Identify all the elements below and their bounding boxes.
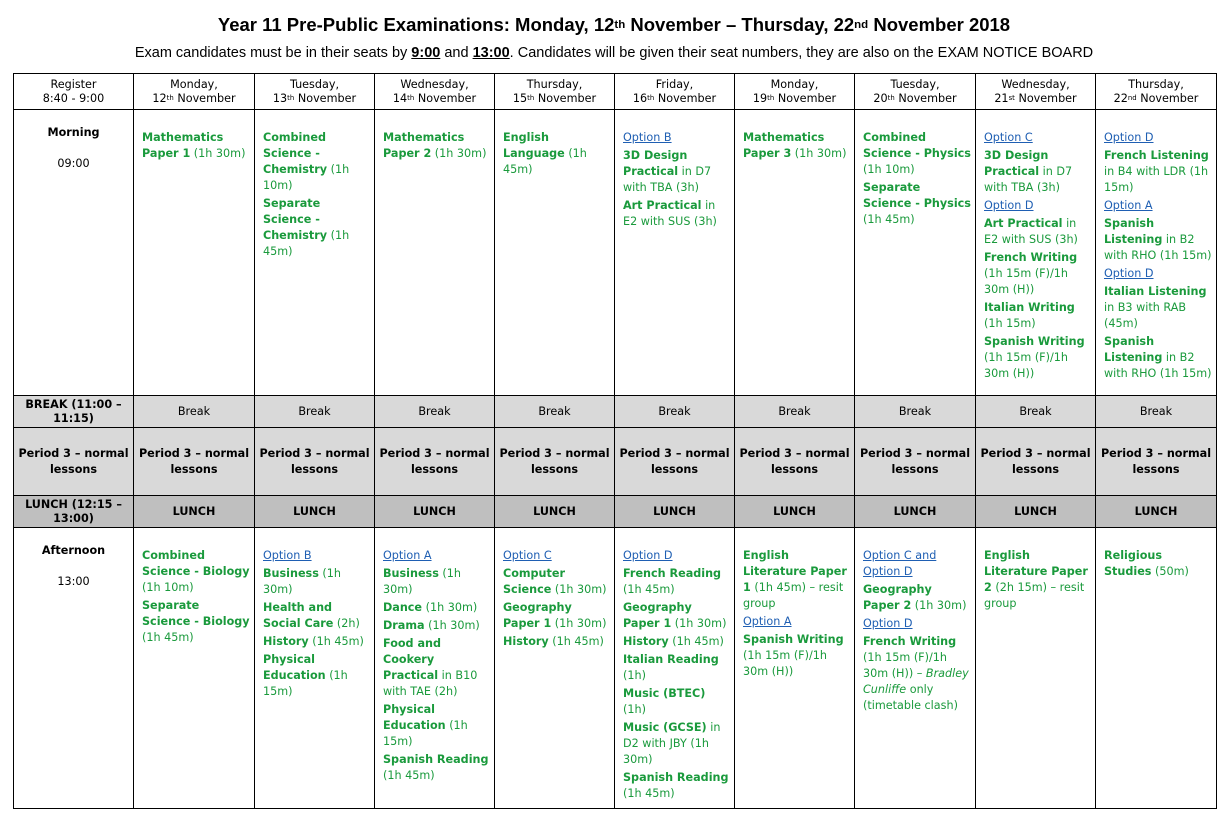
day-name: Tuesday, (289, 77, 340, 91)
exam-subject: French Reading (623, 567, 722, 580)
exam-detail: (1h 15m (F)/1h 30m (H)) (743, 649, 827, 678)
morning-cell (495, 110, 615, 396)
exam-entry (623, 198, 730, 230)
break-cell: Break (1096, 396, 1217, 428)
exam-subject: Italian Reading (623, 653, 719, 666)
day-date (495, 92, 614, 106)
exam-entry (863, 180, 971, 228)
lunch-row (14, 496, 1217, 528)
exam-entry (263, 130, 370, 194)
exam-subject: Art Practical (623, 199, 702, 212)
option-group (503, 548, 610, 564)
option-group (1104, 198, 1212, 214)
exam-detail: (1h 30m) (383, 567, 461, 596)
exam-subject: Music (BTEC) (623, 687, 706, 700)
day-date (375, 92, 494, 106)
exam-entry (863, 130, 971, 178)
day-header (976, 74, 1096, 110)
morning-row (14, 110, 1217, 396)
exam-subject: Separate Science - Chemistry (263, 197, 328, 242)
morning-cell (615, 110, 735, 396)
period3-row (14, 428, 1217, 496)
option-label: Option B (263, 549, 312, 562)
exam-entry (623, 686, 730, 718)
day-number: 12 (152, 91, 167, 105)
exam-detail: (1h 45m) (142, 631, 194, 644)
exam-detail: (1h 10m) (863, 163, 915, 176)
exam-entry (383, 566, 490, 598)
lunch-label: LUNCH (12:15 – 13:00) (14, 496, 134, 528)
day-header (255, 74, 375, 110)
option-label: Option C and Option D (863, 549, 937, 578)
exam-detail: (1h 15m (F)/1h 30m (H)) (984, 267, 1068, 296)
day-month: November (1014, 91, 1077, 105)
day-number: 22 (1113, 91, 1128, 105)
exam-detail: (1h 15m) (383, 719, 468, 748)
afternoon-cell (1096, 528, 1217, 809)
day-date (855, 92, 975, 106)
exam-subject: Geography Paper 2 (863, 583, 932, 612)
exam-subject: Combined Science - Biology (142, 549, 250, 578)
header-row (14, 74, 1217, 110)
exam-detail: (2h) (333, 617, 360, 630)
exam-subject: Religious Studies (1104, 549, 1163, 578)
exam-subject: History (263, 635, 309, 648)
day-number: 16 (632, 91, 648, 105)
exam-subject: 3D Design Practical (984, 149, 1049, 178)
break-cell: Break (855, 396, 976, 428)
exam-entry (503, 600, 610, 632)
exam-subject: History (503, 635, 549, 648)
exam-subject: Combined Science - Chemistry (263, 131, 328, 176)
day-header (375, 74, 495, 110)
day-number: 19 (752, 91, 768, 105)
option-label: Option C (984, 131, 1033, 144)
day-suffix: th (407, 93, 415, 102)
day-name: Wednesday, (400, 77, 469, 91)
exam-entry (623, 148, 730, 196)
exam-entry (623, 600, 730, 632)
day-header (495, 74, 615, 110)
exam-entry (142, 130, 250, 162)
day-suffix: th (887, 93, 895, 102)
break-cell: Break (976, 396, 1096, 428)
exam-subject: Computer Science (503, 567, 565, 596)
exam-detail: (1h 30m) (671, 617, 727, 630)
exam-detail: (1h 45m) (668, 635, 724, 648)
exam-entry (503, 130, 610, 178)
afternoon-cell (375, 528, 495, 809)
option-label: Option D (984, 199, 1034, 212)
morning-cell (134, 110, 255, 396)
lunch-cell: LUNCH (855, 496, 976, 528)
exam-detail: (1h 15m (F)/1h 30m (H)) – (863, 651, 947, 680)
day-name: Tuesday, (890, 77, 940, 91)
morning-cell (976, 110, 1096, 396)
lunch-cell: LUNCH (976, 496, 1096, 528)
day-header (855, 74, 976, 110)
day-name: Wednesday, (1001, 77, 1070, 91)
day-name: Thursday, (526, 77, 583, 91)
exam-subject: Spanish Writing (984, 335, 1085, 348)
break-cell: Break (615, 396, 735, 428)
afternoon-cell (255, 528, 375, 809)
option-label: Option A (383, 549, 432, 562)
exam-entry (1104, 216, 1212, 264)
afternoon-cell (855, 528, 976, 809)
day-header (1096, 74, 1217, 110)
period3-cell: Period 3 – normal lessons (615, 428, 735, 496)
day-name: Monday, (170, 77, 218, 91)
exam-entry (1104, 148, 1212, 196)
day-month: November (414, 91, 477, 105)
period3-cell: Period 3 – normal lessons (976, 428, 1096, 496)
option-group (984, 130, 1091, 146)
exam-entry (623, 720, 730, 768)
exam-detail: (1h 45m) (308, 635, 364, 648)
exam-subject: Mathematics Paper 1 (142, 131, 224, 160)
day-suffix: th (527, 93, 535, 102)
exam-note-name: Bradley Cunliffe (863, 667, 969, 696)
page-title: Year 11 Pre-Public Examinations: Monday, 12th November – Thursday, 22nd November 2018 (217, 14, 1011, 35)
day-month: November (774, 91, 837, 105)
option-label: Option D (863, 617, 913, 630)
exam-entry (263, 196, 370, 260)
exam-entry (383, 600, 490, 616)
afternoon-cell (134, 528, 255, 809)
day-number: 21 (994, 91, 1009, 105)
day-header (134, 74, 255, 110)
day-header (735, 74, 855, 110)
exam-detail: (1h 15m) (263, 669, 348, 698)
exam-detail: in E2 with SUS (3h) (623, 199, 717, 228)
option-group (863, 548, 971, 580)
option-group (743, 614, 850, 630)
exam-detail: (1h 45m) (623, 787, 675, 800)
day-month: November (294, 91, 357, 105)
exam-entry (984, 148, 1091, 196)
afternoon-cell (735, 528, 855, 809)
exam-entry (623, 652, 730, 684)
day-suffix: th (647, 93, 655, 102)
exam-detail: (1h 30m) (424, 619, 480, 632)
option-group (263, 548, 370, 564)
lunch-cell: LUNCH (1096, 496, 1217, 528)
exam-detail: in D7 with TBA (3h) (984, 165, 1073, 194)
exam-subject: Health and Social Care (263, 601, 334, 630)
day-suffix: th (166, 93, 174, 102)
exam-detail: (1h 30m) (551, 583, 607, 596)
exam-entry (383, 130, 490, 162)
exam-detail: (1h) (623, 669, 646, 682)
day-name: Thursday, (1128, 77, 1184, 91)
lunch-cell: LUNCH (375, 496, 495, 528)
exam-subject: Physical Education (263, 653, 326, 682)
exam-detail: (1h 30m) (263, 567, 341, 596)
exam-detail: (1h 15m) (984, 317, 1036, 330)
exam-detail: (1h 45m) (263, 229, 350, 258)
exam-entry (984, 334, 1091, 382)
exam-detail: (1h 30m) (422, 601, 478, 614)
day-number: 20 (873, 91, 888, 105)
exam-note: only (timetable clash) (863, 683, 958, 712)
period3-cell: Period 3 – normal lessons (495, 428, 615, 496)
exam-entry (623, 770, 730, 802)
exam-subject: Drama (383, 619, 425, 632)
exam-entry (142, 548, 250, 596)
option-group (623, 548, 730, 564)
exam-detail: (2h 15m) – resit group (984, 581, 1085, 610)
option-label: Option C (503, 549, 552, 562)
exam-entry (623, 566, 730, 598)
break-row (14, 396, 1217, 428)
exam-entry (263, 566, 370, 598)
exam-subject: Spanish Reading (623, 771, 729, 784)
exam-subject: 3D Design Practical (623, 149, 688, 178)
day-date (976, 92, 1095, 106)
exam-detail: (1h) (623, 703, 646, 716)
exam-subject: Mathematics Paper 2 (383, 131, 465, 160)
period3-cell: Period 3 – normal lessons (134, 428, 255, 496)
option-label: Option B (623, 131, 672, 144)
morning-cell (1096, 110, 1217, 396)
exam-subject: English Literature Paper 1 (743, 549, 847, 594)
exam-subject: French Listening (1104, 149, 1209, 162)
exam-detail: (1h 30m) (431, 147, 487, 160)
exam-subject: Geography Paper 1 (503, 601, 572, 630)
exam-subject: Spanish Writing (743, 633, 844, 646)
exam-subject: French Writing (984, 251, 1078, 264)
period3-cell: Period 3 – normal lessons (375, 428, 495, 496)
exam-entry (743, 130, 850, 162)
break-cell: Break (375, 396, 495, 428)
day-date (615, 92, 734, 106)
option-label: Option A (743, 615, 792, 628)
afternoon-row (14, 528, 1217, 809)
exam-detail: (1h 30m) (911, 599, 967, 612)
exam-detail: (1h 30m) (190, 147, 246, 160)
exam-subject: Separate Science - Physics (863, 181, 971, 210)
morning-cell (855, 110, 976, 396)
period3-cell: Period 3 – normal lessons (855, 428, 976, 496)
day-date (735, 92, 854, 106)
day-date (134, 92, 254, 106)
exam-detail: in B10 with TAE (2h) (383, 669, 478, 698)
exam-entry (383, 636, 490, 700)
exam-entry (863, 634, 971, 714)
exam-entry (383, 618, 490, 634)
morning-cell (375, 110, 495, 396)
lunch-cell: LUNCH (495, 496, 615, 528)
exam-entry (1104, 548, 1212, 580)
exam-detail: (1h 45m) (503, 147, 587, 176)
exam-entry (984, 548, 1091, 612)
option-label: Option D (1104, 131, 1154, 144)
afternoon-label: Afternoon 13:00 (14, 528, 134, 809)
exam-entry (743, 548, 850, 612)
day-month: November (534, 91, 597, 105)
option-label: Option A (1104, 199, 1153, 212)
exam-entry (503, 566, 610, 598)
exam-detail: (1h 45m) (383, 769, 435, 782)
register-header: Register 8:40 - 9:00 (14, 74, 134, 110)
exam-detail: (1h 45m) – resit group (743, 581, 844, 610)
afternoon-cell (976, 528, 1096, 809)
option-label: Option D (623, 549, 673, 562)
exam-subject: Geography Paper 1 (623, 601, 692, 630)
day-month: November (1136, 91, 1199, 105)
exam-entry (503, 634, 610, 650)
exam-detail: in E2 with SUS (3h) (984, 217, 1078, 246)
exam-entry (743, 632, 850, 680)
exam-detail: (1h 45m) (548, 635, 604, 648)
exam-entry (142, 598, 250, 646)
exam-detail: in B3 with RAB (45m) (1104, 301, 1187, 330)
break-cell: Break (255, 396, 375, 428)
exam-detail: (1h 10m) (142, 581, 194, 594)
option-group (1104, 130, 1212, 146)
page-subtitle: Exam candidates must be in their seats by 9:00 and 13:00. Candidates will be given their seat numbers, they are also on the EXAM NOTICE BOARD (134, 45, 1094, 61)
day-suffix: th (287, 93, 295, 102)
exam-subject: Dance (383, 601, 423, 614)
exam-detail: (1h 15m (F)/1h 30m (H)) (984, 351, 1068, 380)
exam-detail: (1h 30m) (551, 617, 607, 630)
lunch-cell: LUNCH (134, 496, 255, 528)
option-group (984, 198, 1091, 214)
day-number: 14 (392, 91, 408, 105)
break-label: BREAK (11:00 – 11:15) (14, 396, 134, 428)
option-group (1104, 266, 1212, 282)
day-month: November (654, 91, 717, 105)
break-cell: Break (735, 396, 855, 428)
exam-detail: (50m) (1151, 565, 1189, 578)
exam-detail: (1h 45m) (863, 213, 915, 226)
exam-subject: English Language (503, 131, 565, 160)
option-group (863, 616, 971, 632)
exam-subject: Business (383, 567, 439, 580)
day-date (255, 92, 374, 106)
exam-subject: Separate Science - Biology (142, 599, 250, 628)
exam-detail: in B2 with RHO (1h 15m) (1104, 233, 1212, 262)
exam-subject: English Literature Paper 2 (984, 549, 1088, 594)
exam-entry (863, 582, 971, 614)
period3-cell: Period 3 – normal lessons (255, 428, 375, 496)
exam-detail: in B2 with RHO (1h 15m) (1104, 351, 1212, 380)
exam-subject: Combined Science - Physics (863, 131, 971, 160)
day-date (1096, 92, 1216, 106)
exam-entry (623, 634, 730, 650)
option-group (623, 130, 730, 146)
period3-cell: Period 3 – normal lessons (1096, 428, 1217, 496)
exam-entry (263, 600, 370, 632)
day-suffix: nd (1127, 93, 1137, 102)
afternoon-cell (615, 528, 735, 809)
day-number: 13 (272, 91, 288, 105)
exam-subject: Italian Writing (984, 301, 1075, 314)
exam-subject: Business (263, 567, 319, 580)
exam-entry (383, 702, 490, 750)
option-label: Option D (1104, 267, 1154, 280)
morning-label: Morning 09:00 (14, 110, 134, 396)
exam-subject: Italian Listening (1104, 285, 1207, 298)
exam-entry (1104, 334, 1212, 382)
exam-entry (263, 652, 370, 700)
day-suffix: th (767, 93, 775, 102)
break-cell: Break (495, 396, 615, 428)
exam-entry (984, 250, 1091, 298)
day-header (615, 74, 735, 110)
exam-subject: Food and Cookery Practical (383, 637, 441, 682)
lunch-cell: LUNCH (255, 496, 375, 528)
exam-subject: French Writing (863, 635, 957, 648)
exam-detail: in B4 with LDR (1h 15m) (1104, 165, 1209, 194)
afternoon-cell (495, 528, 615, 809)
day-number: 15 (512, 91, 528, 105)
exam-entry (984, 216, 1091, 248)
exam-entry (1104, 284, 1212, 332)
exam-detail: (1h 45m) (623, 583, 675, 596)
period3-label: Period 3 – normal lessons (14, 428, 134, 496)
exam-subject: Physical Education (383, 703, 446, 732)
exam-detail: (1h 10m) (263, 163, 350, 192)
morning-cell (735, 110, 855, 396)
exam-detail: in D2 with JBY (1h 30m) (623, 721, 721, 766)
day-name: Friday, (655, 77, 694, 91)
exam-entry (383, 752, 490, 784)
exam-subject: Music (GCSE) (623, 721, 707, 734)
exam-entry (263, 634, 370, 650)
day-month: November (894, 91, 957, 105)
exam-entry (984, 300, 1091, 332)
morning-cell (255, 110, 375, 396)
exam-detail: in D7 with TBA (3h) (623, 165, 712, 194)
lunch-cell: LUNCH (735, 496, 855, 528)
day-month: November (173, 91, 236, 105)
day-suffix: st (1008, 93, 1015, 102)
exam-detail: (1h 30m) (791, 147, 847, 160)
exam-subject: Spanish Reading (383, 753, 489, 766)
exam-subject: History (623, 635, 669, 648)
option-group (383, 548, 490, 564)
exam-subject: Spanish Listening (1104, 335, 1163, 364)
exam-subject: Spanish Listening (1104, 217, 1163, 246)
break-cell: Break (134, 396, 255, 428)
day-name: Monday, (770, 77, 819, 91)
exam-timetable (13, 73, 1217, 809)
exam-subject: Art Practical (984, 217, 1063, 230)
period3-cell: Period 3 – normal lessons (735, 428, 855, 496)
exam-subject: Mathematics Paper 3 (743, 131, 825, 160)
lunch-cell: LUNCH (615, 496, 735, 528)
